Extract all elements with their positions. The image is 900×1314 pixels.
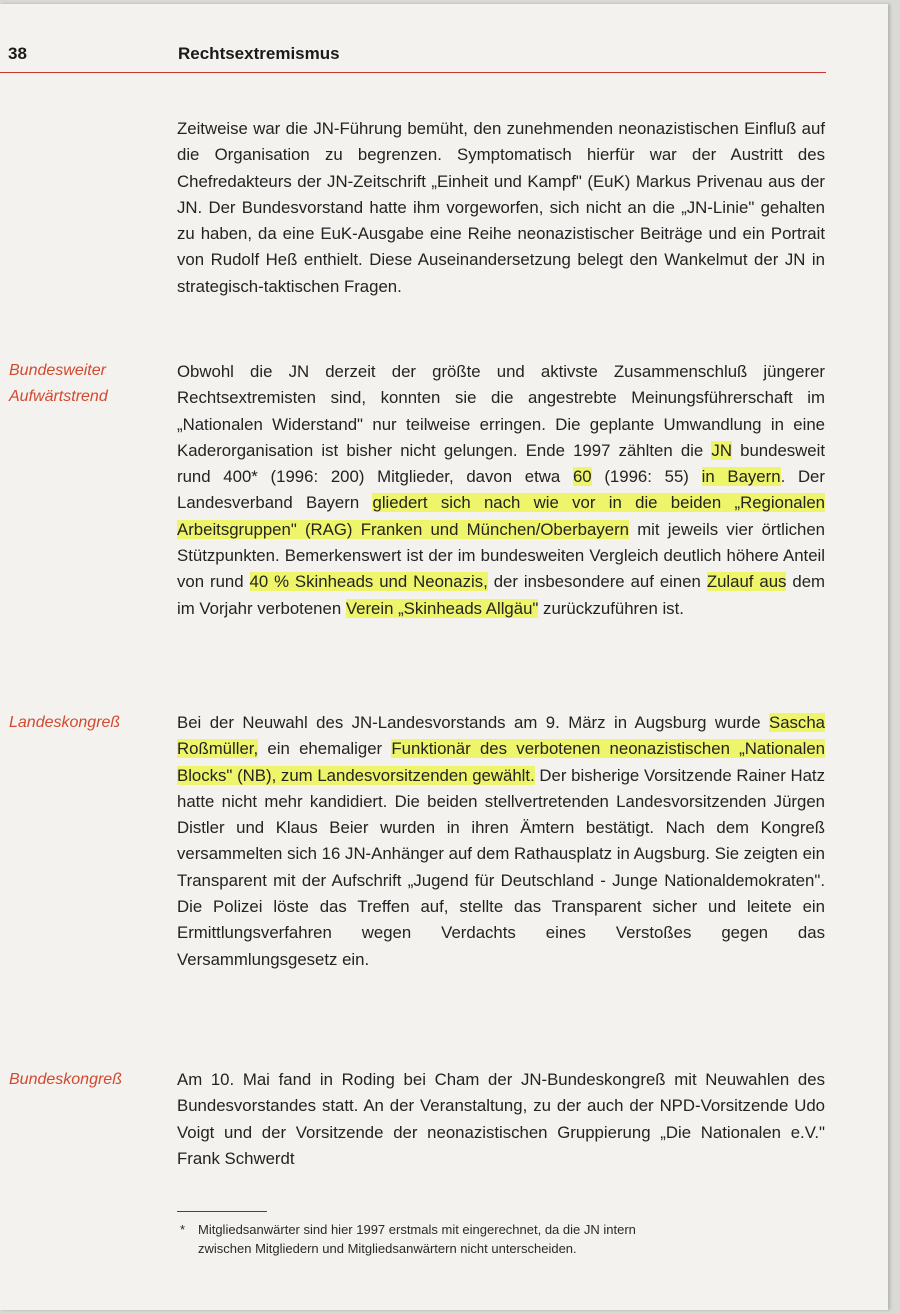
page-number: 38 — [8, 44, 27, 63]
paragraph-2 — [177, 359, 825, 622]
highlight: JN — [711, 440, 732, 460]
text-span: (1996: 55) — [591, 467, 702, 487]
text-span: bundesweit rund 400* (1996: 200) Mitglieder, davon etwa — [177, 440, 826, 487]
page-header — [0, 44, 826, 73]
footnote-line: zwischen Mitgliedern und Mitgliedsanwärtern nicht unterscheiden. — [198, 1240, 577, 1256]
document-page — [0, 4, 888, 1310]
paragraph-3 — [177, 710, 825, 973]
running-title: Rechtsextremismus — [178, 44, 340, 63]
margin-note-line: Bundesweiter — [9, 362, 106, 379]
footnote — [180, 1221, 780, 1258]
text-span: Obwohl die JN derzeit der größte und aktivste Zusammenschluß jüngerer Rechtsextremisten sind, konnten sie die angestrebte Meinungsführerschaft im „Nationalen Widerstand" nur teilweise erringen. Die geplante Umwandlung in eine Kaderorganisation ist bisher nicht gelungen. Ende 1997 zählten die — [177, 362, 825, 460]
paragraph-1: Zeitweise war die JN-Führung bemüht, den zunehmenden neonazistischen Einfluß auf die Organisation zu begrenzen. Symptomatisch hierfür war der Austritt des Chefredakteurs der JN-Zeitschrift „Einheit und Kampf" (EuK) Markus Privenau aus der JN. Der Bundesvorstand hatte ihm vorgeworfen, sich nicht an die „JN-Linie" gehalten zu haben, da eine EuK-Ausgabe eine Reihe neonazistischer Beiträge und ein Portrait von Rudolf Heß enthielt. Diese Auseinandersetzung belegt den Wankelmut der JN in strategisch-taktischen Fragen. — [177, 119, 825, 296]
footnote-line: Mitgliedsanwärter sind hier 1997 erstmals mit eingerechnet, da die JN intern — [198, 1222, 636, 1237]
text-span: mit jeweils vier örtlichen Stützpunkten. Bemerkenswert ist der im bundesweiten Vergleich deutlich höhere Anteil von rund — [177, 519, 825, 592]
highlight: 60 — [572, 467, 592, 487]
text-span: der insbesondere auf einen — [487, 572, 707, 592]
text-span: ein ehemaliger — [258, 739, 392, 759]
text-span: zurückzuführen ist. — [538, 598, 684, 618]
highlight: Verein „Skinheads Allgäu" — [345, 598, 539, 618]
footnote-marker: * — [180, 1222, 186, 1237]
margin-note-landeskongress: Landeskongreß — [9, 714, 121, 731]
highlight: Funktionär des verbotenen neonazistischen „Nationalen Blocks" (NB), zum Landesvorsitzenden gewählt. — [177, 739, 826, 785]
highlight: gliedert sich nach wie vor in die beiden „Regionalen Arbeitsgruppen" (RAG) Franken und München/Oberbayern — [177, 493, 826, 539]
text-span: Bei der Neuwahl des JN-Landesvorstands am 9. März in Augsburg wurde — [177, 713, 770, 732]
text-span: . Der Landesverband Bayern — [177, 467, 825, 513]
margin-note-line: Aufwärtstrend — [9, 388, 108, 405]
highlight: Sascha Roßmüller, — [177, 713, 825, 759]
footnote-divider — [177, 1211, 267, 1212]
highlight: 40 % Skinheads und Neonazis, — [249, 572, 488, 592]
margin-note-bundesweiter — [9, 358, 108, 410]
highlight: Zulauf aus — [706, 572, 787, 592]
text-span: Der bisherige Vorsitzende Rainer Hatz hatte nicht mehr kandidiert. Die beiden stellvertretenden Landesvorsitzenden Jürgen Distler und Klaus Beier wurden in ihren Ämtern bestätigt. Nach dem Kongreß versammelten sich 16 JN-Anhänger auf dem Rathausplatz in Augsburg. Sie zeigten ein Transparent mit der Aufschrift „Jugend für Deutschland - Junge Nationaldemokraten". Die Polizei löste das Treffen auf, stellte das Transparent sicher und leitete ein Ermittlungsverfahren wegen Verdachts eines Verstoßes gegen das Versammlungsgesetz ein. — [177, 765, 825, 969]
text-span: dem im Vorjahr verbotenen — [177, 572, 826, 618]
margin-note-bundeskongress: Bundeskongreß — [9, 1071, 122, 1088]
paragraph-4: Am 10. Mai fand in Roding bei Cham der JN-Bundeskongreß mit Neuwahlen des Bundesvorstandes statt. An der Veranstaltung, zu der auch der NPD-Vorsitzende Udo Voigt und der Vorsitzende der neonazistischen Gruppierung „Die Nationalen e.V." Frank Schwerdt — [177, 1070, 825, 1168]
highlight: in Bayern — [701, 467, 781, 487]
